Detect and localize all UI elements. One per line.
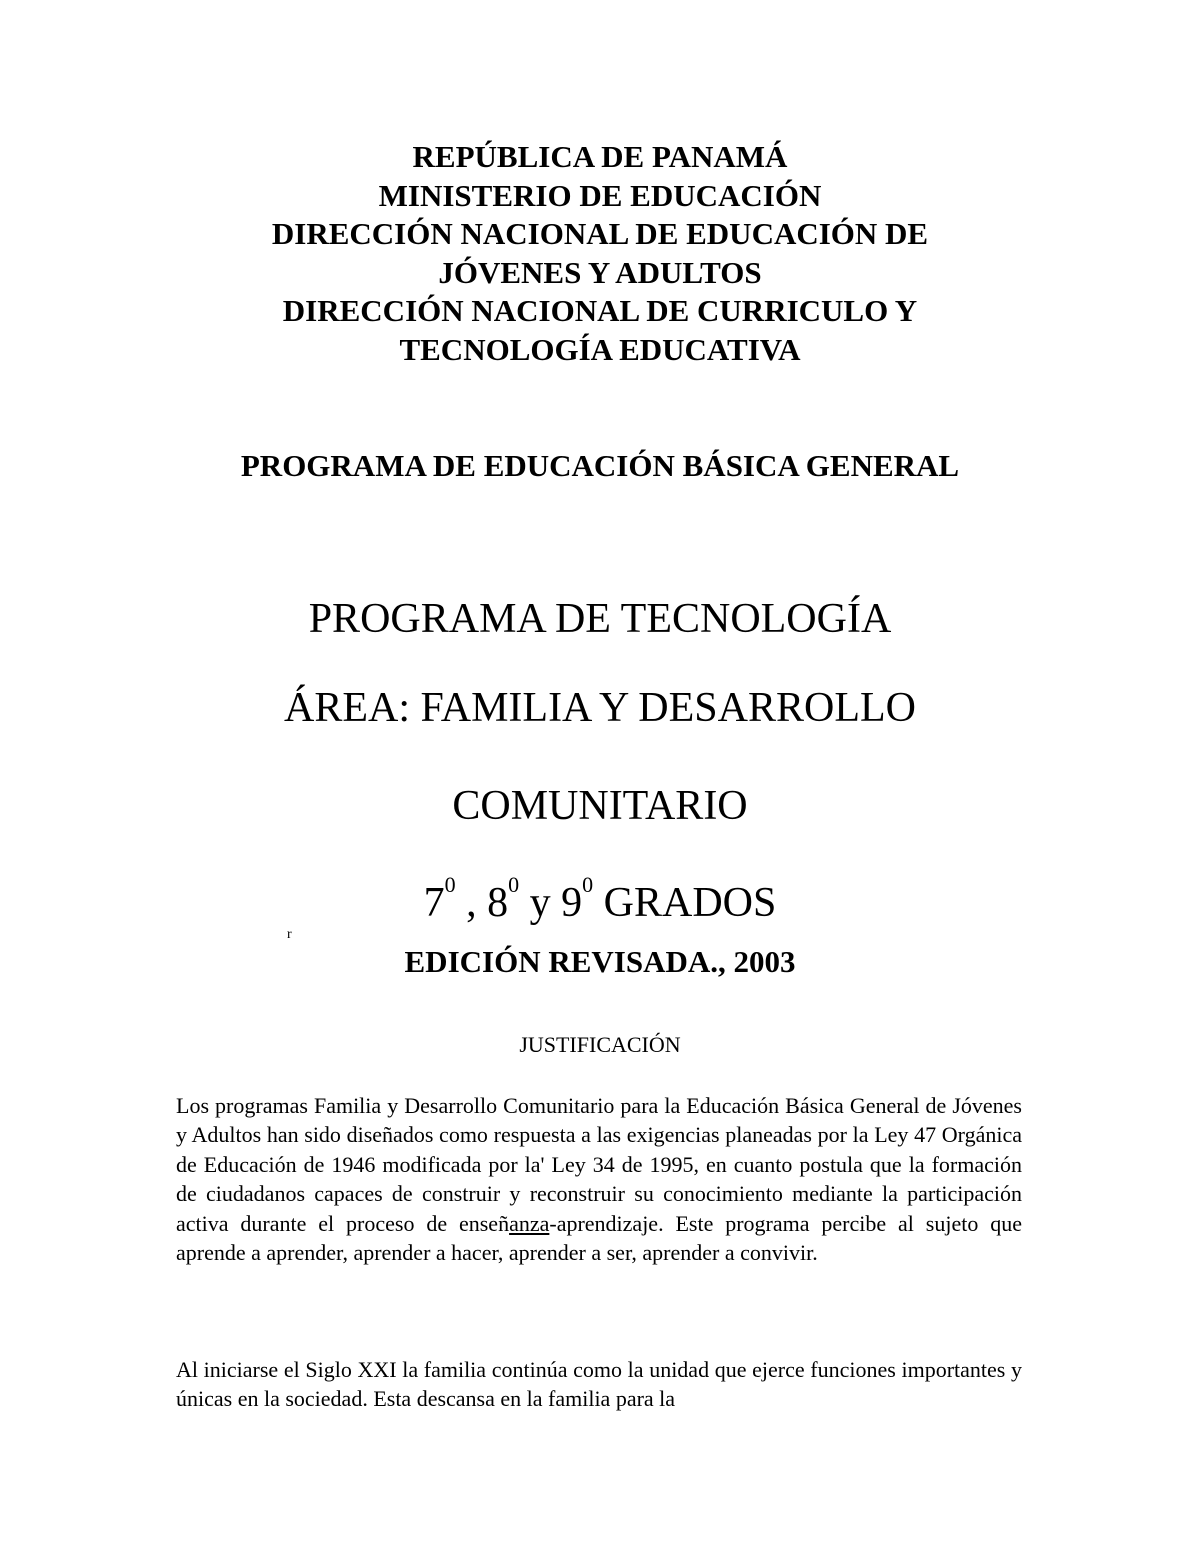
header-line-ministerio: MINISTERIO DE EDUCACIÓN [378, 177, 822, 213]
stray-mark: r [287, 927, 292, 942]
grade-9-superscript: 0 [582, 872, 594, 897]
paragraph-1-underlined: anza [509, 1210, 550, 1236]
paragraph-1-text-b: -aprendizaje. Este programa percibe al sujeto que aprende a aprender, aprender a hacer, aprender a ser, aprender a convivir. [176, 1210, 1022, 1266]
grade-9: 9 [561, 880, 583, 926]
institution-header [0, 138, 1200, 369]
programa-basica-title: PROGRAMA DE EDUCACIÓN BÁSICA GENERAL [240, 448, 960, 483]
header-line-direccion-educacion: DIRECCIÓN NACIONAL DE EDUCACIÓN DE [271, 216, 929, 251]
comunitario-title: COMUNITARIO [452, 783, 748, 829]
header-line-republica: REPÚBLICA DE PANAMÁ [412, 139, 788, 174]
grade-8-superscript: 0 [508, 872, 520, 897]
justificacion-paragraph-2: Al iniciarse el Siglo XXI la familia continúa como la unidad que ejerce funciones importantes y únicas en la sociedad. Esta descansa en la familia para la [176, 1357, 1022, 1412]
grados-title [0, 872, 1200, 928]
programa-tecnologia-title: PROGRAMA DE TECNOLOGÍA [308, 596, 892, 642]
header-line-tecnologia-educativa: TECNOLOGÍA EDUCATIVA [399, 331, 801, 367]
justificacion-heading: JUSTIFICACIÓN [519, 1032, 681, 1057]
grade-7-superscript: 0 [444, 872, 456, 897]
header-line-jovenes-adultos: JÓVENES Y ADULTOS [438, 254, 762, 290]
edicion-revisada: EDICIÓN REVISADA., 2003 [404, 944, 796, 979]
grados-suffix: GRADOS [593, 880, 777, 926]
grade-8: 8 [487, 880, 509, 926]
grade-7: 7 [423, 880, 445, 926]
grade-separator-comma: , [455, 880, 488, 926]
grade-separator-y: y [519, 880, 562, 926]
header-line-direccion-curriculo: DIRECCIÓN NACIONAL DE CURRICULO Y [282, 293, 918, 328]
paragraph-1-text-a: Los programas Familia y Desarrollo Comunitario para la Educación Básica General de Jóvenes y Adultos han sido diseñados como respuesta a las exigencias planeadas por la Ley 47 Orgánica de Educación de 1946 modificada por la' Ley 34 de 1995, en cuanto postula que la formación de ciudadanos capaces de construir y reconstruir su conocimiento mediante la participación activa durante el proceso de enseñ [176, 1093, 1022, 1236]
justificacion-paragraph-1 [176, 1091, 1022, 1267]
area-title: ÁREA: FAMILIA Y DESARROLLO [284, 685, 916, 731]
